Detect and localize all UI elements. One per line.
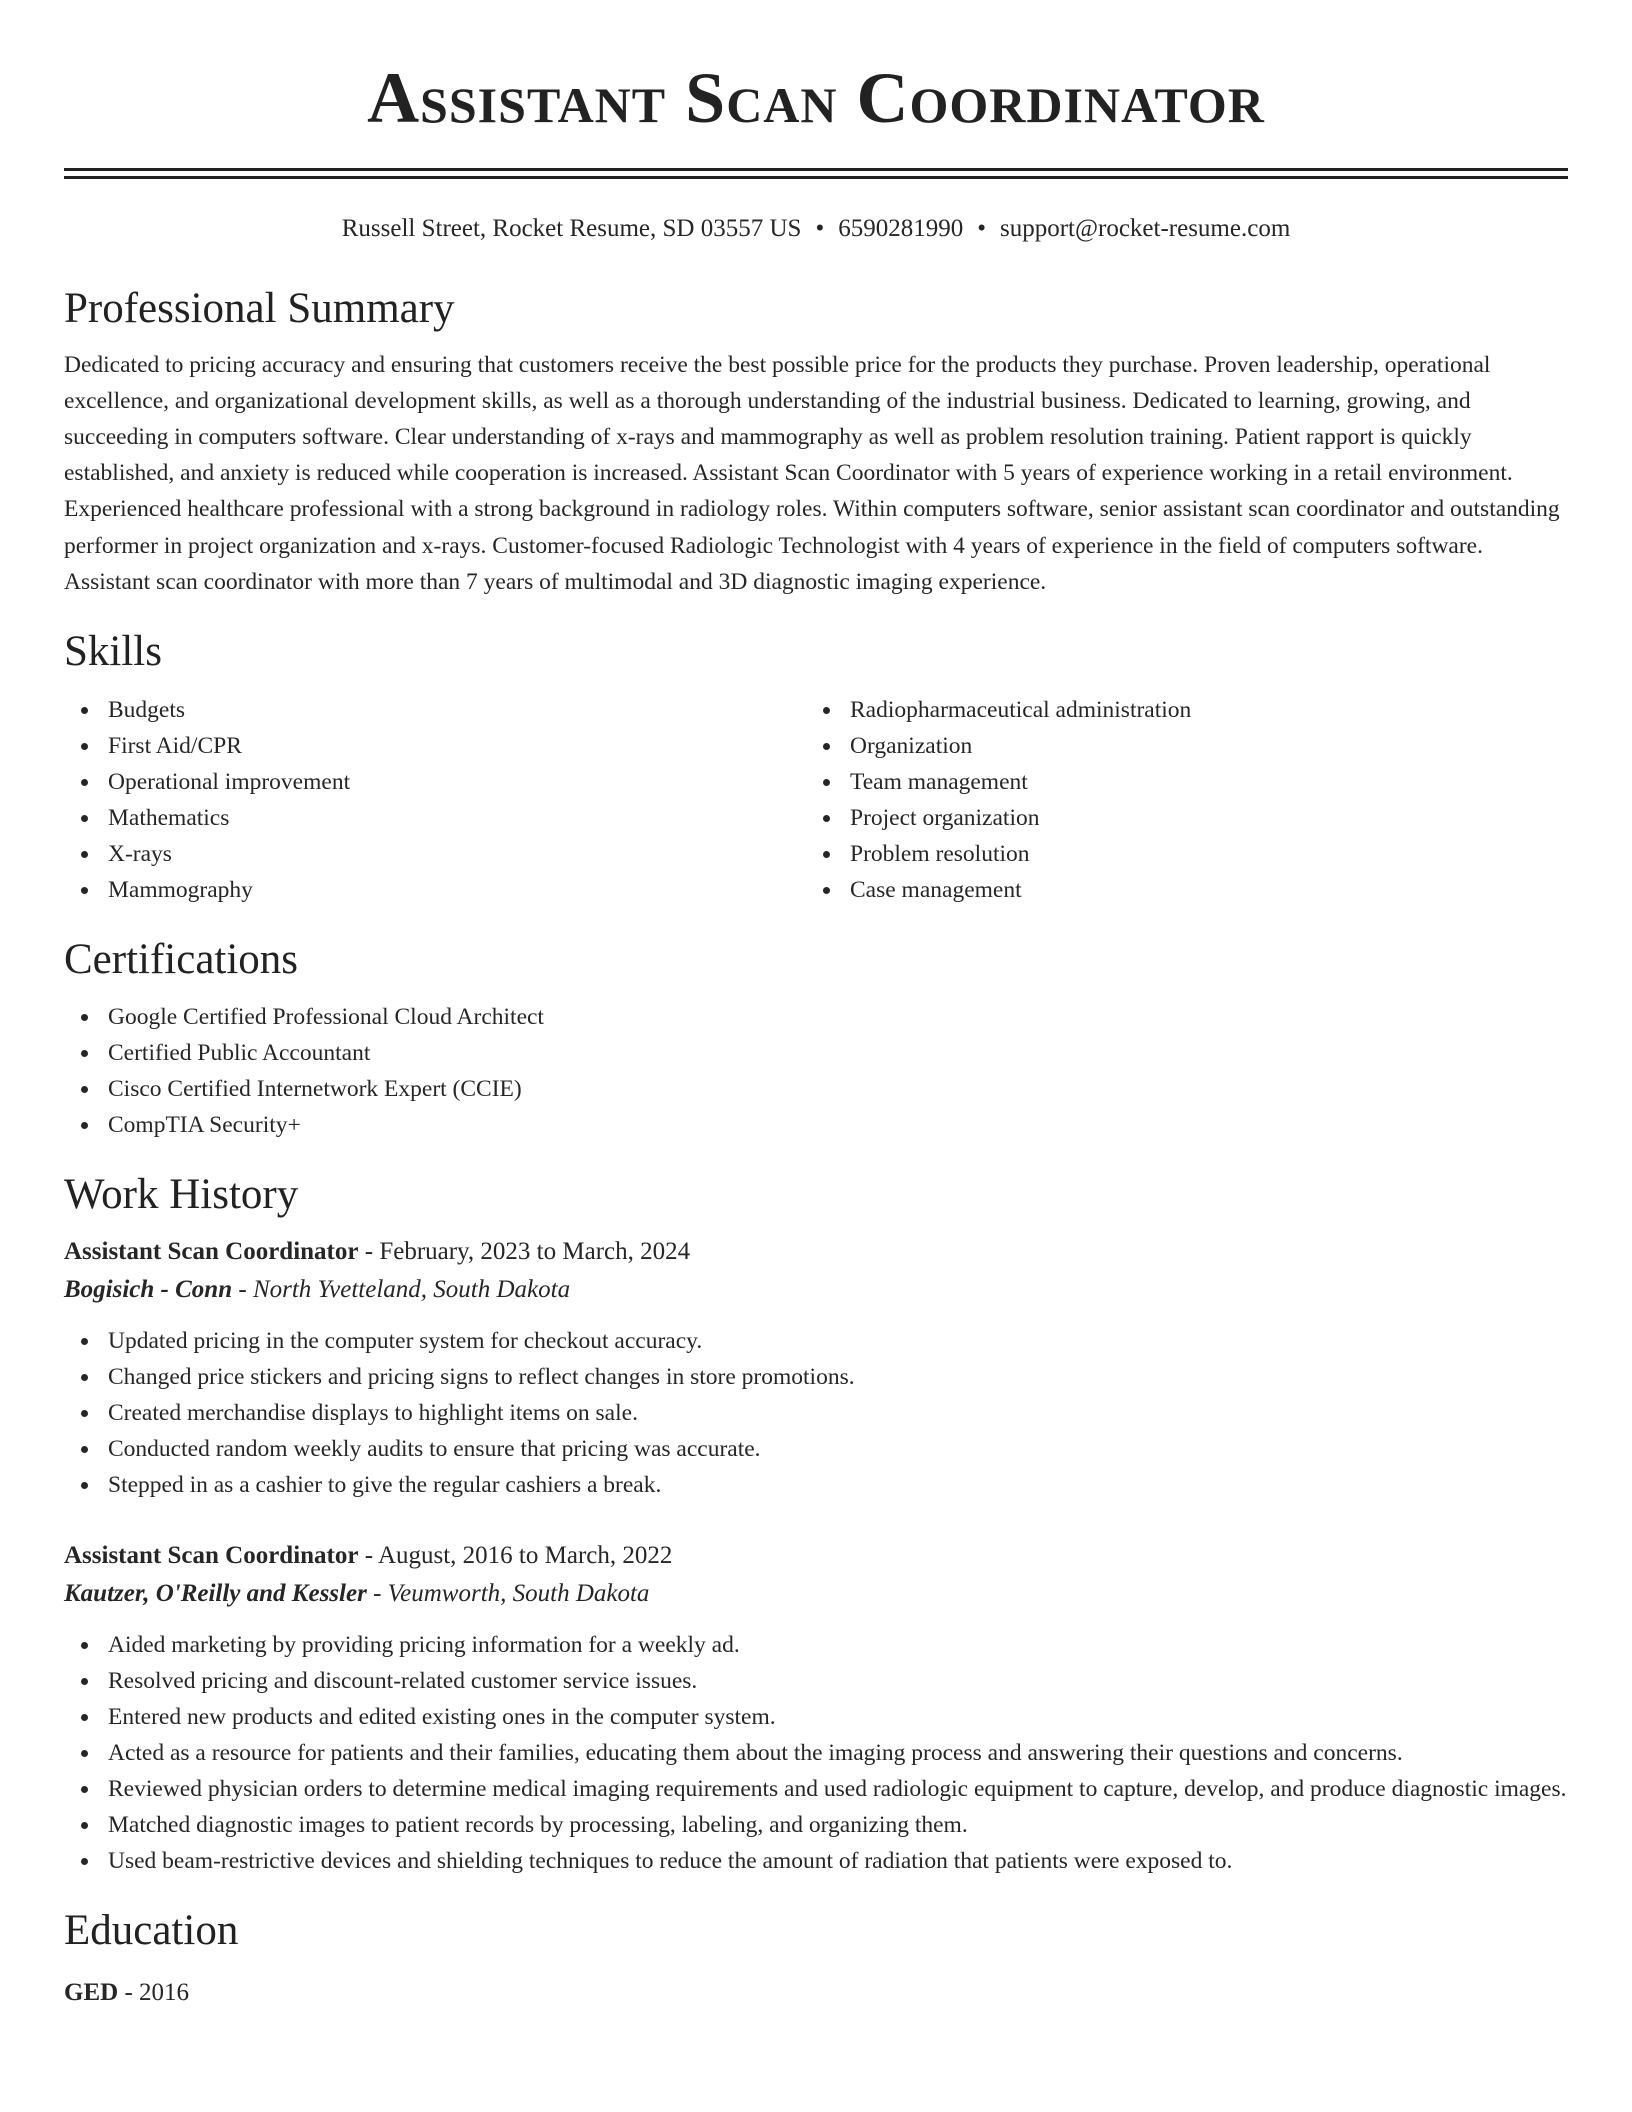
job-title: Assistant Scan Coordinator <box>64 1541 359 1569</box>
skill-item: First Aid/CPR <box>64 728 806 764</box>
skill-item: Mathematics <box>64 800 806 836</box>
certification-item: Cisco Certified Internetwork Expert (CCIE) <box>64 1071 1568 1107</box>
job-duty: Updated pricing in the computer system for checkout accuracy. <box>64 1323 1568 1359</box>
education-degree: GED <box>64 1979 119 2007</box>
job-location: Veumworth, South Dakota <box>387 1579 650 1607</box>
certification-item: Google Certified Professional Cloud Architect <box>64 999 1568 1035</box>
education-year: 2016 <box>139 1979 190 2007</box>
job-title-line: Assistant Scan Coordinator - February, 2023 to March, 2024 <box>64 1237 691 1265</box>
section-title-certifications: Certifications <box>64 935 299 983</box>
job-entry <box>64 1537 1568 1879</box>
job-company: Kautzer, O'Reilly and Kessler <box>64 1579 367 1607</box>
section-title-skills: Skills <box>64 628 162 676</box>
job-company: Bogisich - Conn <box>64 1275 233 1303</box>
summary-text: Dedicated to pricing accuracy and ensuring that customers receive the best possible price for the products they purchase. Proven leadership, operational excellence, and organizational development skills, as well as a thorough understanding of the industrial business. Dedicated to learning, growing, and succeeding in computers software. Clear understanding of x-rays and mammography as well as problem resolution training. Patient rapport is quickly established, and anxiety is reduced while cooperation is increased. Assistant Scan Coordinator with 5 years of experience working in a retail environment. Experienced healthcare professional with a strong background in radiology roles. Within computers software, senior assistant scan coordinator and outstanding performer in project organization and x-rays. Customer-focused Radiologic Technologist with 4 years of experience in the field of computers software. Assistant scan coordinator with more than 7 years of multimodal and 3D diagnostic imaging experience. <box>64 351 1560 595</box>
contact-separator: • <box>977 215 986 242</box>
job-duty: Matched diagnostic images to patient records by processing, labeling, and organizing them. <box>64 1807 1568 1843</box>
skills-list-right <box>806 692 1548 908</box>
summary-section <box>64 283 1568 600</box>
job-dates: February, 2023 to March, 2024 <box>379 1237 691 1265</box>
job-duty: Created merchandise displays to highlight items on sale. <box>64 1395 1568 1431</box>
contact-separator: • <box>815 215 825 242</box>
skill-item: Case management <box>806 872 1548 908</box>
education-entry: GED - 2016 <box>64 1979 190 2007</box>
skills-grid <box>64 692 1568 908</box>
job-duties-list <box>64 1323 1568 1503</box>
job-title-line: Assistant Scan Coordinator - August, 2016 to March, 2022 <box>64 1541 673 1569</box>
job-company-line: Kautzer, O'Reilly and Kessler - Veumworth, South Dakota <box>64 1579 650 1607</box>
header-double-rule <box>64 168 1568 179</box>
skill-item: Organization <box>806 728 1548 764</box>
job-duty: Changed price stickers and pricing signs to reflect changes in store promotions. <box>64 1359 1568 1395</box>
job-duty: Entered new products and edited existing ones in the computer system. <box>64 1699 1568 1735</box>
job-entry <box>64 1233 1568 1503</box>
job-duties-list <box>64 1627 1568 1879</box>
skills-section <box>64 626 1568 908</box>
job-duty: Conducted random weekly audits to ensure that pricing was accurate. <box>64 1431 1568 1467</box>
contact-phone: 6590281990 <box>838 215 964 242</box>
skills-list-left <box>64 692 806 908</box>
job-duty: Reviewed physician orders to determine medical imaging requirements and used radiologic equipment to capture, develop, and produce diagnostic images. <box>64 1771 1568 1807</box>
skill-item: X-rays <box>64 836 806 872</box>
job-duty: Stepped in as a cashier to give the regular cashiers a break. <box>64 1467 1568 1503</box>
job-duty: Resolved pricing and discount-related customer service issues. <box>64 1663 1568 1699</box>
job-dates: August, 2016 to March, 2022 <box>377 1541 673 1569</box>
job-duty: Used beam-restrictive devices and shielding techniques to reduce the amount of radiation that patients were exposed to. <box>64 1843 1568 1879</box>
section-title-education: Education <box>64 1906 239 1954</box>
work-history-section <box>64 1169 1568 1879</box>
certification-item: CompTIA Security+ <box>64 1107 1568 1143</box>
job-duty: Aided marketing by providing pricing information for a weekly ad. <box>64 1627 1568 1663</box>
skill-item: Team management <box>806 764 1548 800</box>
skill-item: Budgets <box>64 692 806 728</box>
job-duty: Acted as a resource for patients and their families, educating them about the imaging process and answering their questions and concerns. <box>64 1735 1568 1771</box>
candidate-name: Assistant Scan Coordinator <box>367 58 1265 138</box>
skill-item: Radiopharmaceutical administration <box>806 692 1548 728</box>
job-title: Assistant Scan Coordinator <box>64 1237 359 1265</box>
section-title-work-history: Work History <box>64 1171 299 1219</box>
certifications-section <box>64 934 1568 1144</box>
contact-email: support@rocket-resume.com <box>999 215 1291 242</box>
certification-item: Certified Public Accountant <box>64 1035 1568 1071</box>
skill-item: Operational improvement <box>64 764 806 800</box>
skill-item: Problem resolution <box>806 836 1548 872</box>
skill-item: Project organization <box>806 800 1548 836</box>
job-company-line: Bogisich - Conn - North Yvetteland, South Dakota <box>64 1275 571 1303</box>
contact-address: Russell Street, Rocket Resume, SD 03557 US <box>341 215 802 242</box>
section-title-summary: Professional Summary <box>64 285 455 332</box>
certifications-list <box>64 999 1568 1143</box>
contact-line <box>64 211 1568 247</box>
job-location: North Yvetteland, South Dakota <box>252 1275 571 1303</box>
education-section <box>64 1905 1568 2013</box>
skill-item: Mammography <box>64 872 806 908</box>
